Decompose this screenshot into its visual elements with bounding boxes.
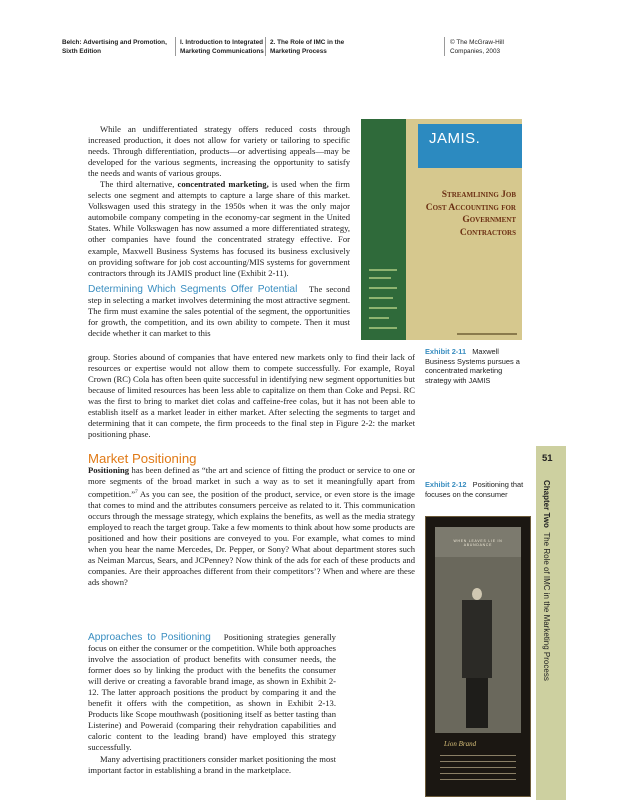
- paragraph-undifferentiated: While an undifferentiated strategy offers reduced costs through increased production, it does not allow for variety or tailoring to specific needs. Through differentiation, products—or advertising appeals—may be developed for the various segments, increasing the opportunity to satisfy the needs and wants of various groups.: [88, 124, 350, 179]
- header-divider: [444, 37, 445, 56]
- exhibit-jamis-ad: [361, 119, 522, 340]
- header-divider: [175, 37, 176, 56]
- body-positioning-top: [88, 465, 415, 588]
- header-chapter: 2. The Role of IMC in the Marketing Process: [270, 39, 345, 56]
- chapter-label: Chapter Two: [542, 480, 551, 528]
- header-part: I. Introduction to Integrated Marketing Communications: [180, 39, 264, 56]
- chapter-running-title: [542, 480, 551, 681]
- paragraph-positioning: Positioning has been defined as “the art and science of fitting the product or service to one or more segments of the broad market in such a way as to set it meaningfully apart from competition.”$^7$ As you can see, the position of the product, service, or even store is the image that comes to mind and the attributes consumers perceive as related to it. This communication occurs through the message strategy, which explains the benefits, as well as the media strategy employed to reach the target group. Take a few moments to think about how some products are positioned and how their positions are conveyed to you. For example, what comes to mind when you hear the name Mercedes, Dr. Pepper, or Sony? What about department stores such as Neiman Marcus, Sears, and JCPenney? Now think of the ads for each of these products and companies. Are their approaches different from their competitors’? When and where are these ads shown?: [88, 465, 415, 588]
- man-figure: [472, 588, 482, 600]
- exhibit-lion-ad: [425, 516, 531, 797]
- jamis-logo: JAMIS.: [429, 130, 481, 147]
- paragraph-practitioners: Many advertising practitioners consider market positioning the most important factor in establishing a brand in the marketplace.: [88, 753, 336, 775]
- footnote-ref[interactable]: 7: [135, 489, 138, 496]
- body-approaches: [88, 632, 336, 776]
- header-book: Belch: Advertising and Promotion, Sixth Edition: [62, 39, 167, 56]
- caption-exhibit-2-11: Exhibit 2-11 Maxwell Business Systems pursues a concentrated marketing strategy with JAMIS: [425, 347, 520, 385]
- paragraph-concentrated: The third alternative, concentrated marketing, is used when the firm selects one segment and attempts to capture a large share of this market. Volkswagen used this strategy in the 1950s when it was the only major automobile company competing in the economy-car segment in the United States. While Volkswagen has now assumed a more differentiated strategy, other companies have found the concentrated strategy effective. For example, Maxwell Business Systems has focused its business exclusively on providing software for job cost accounting/MIS systems for government contractors through its JAMIS product line (Exhibit 2-11).: [88, 179, 350, 278]
- term-positioning: Positioning: [88, 465, 130, 475]
- header-copyright: © The McGraw-Hill Companies, 2003: [450, 39, 504, 56]
- heading-segment-potential: Determining Which Segments Offer Potential: [88, 283, 298, 295]
- caption-label: Exhibit 2-12: [425, 480, 467, 489]
- body-column-wide: [88, 352, 415, 440]
- ad-photo: [435, 527, 521, 733]
- lion-tagline: WHEN LEAVES LIE IN ABUNDANCE: [453, 539, 503, 547]
- caption-label: Exhibit 2-11: [425, 347, 467, 356]
- body-column-upper: [88, 124, 350, 339]
- chapter-title: The Role of IMC in the Marketing Process: [542, 532, 551, 681]
- chapter-tab: [536, 446, 566, 800]
- heading-approaches: Approaches to Positioning: [88, 632, 211, 643]
- term-concentrated-marketing: concentrated marketing,: [177, 179, 269, 190]
- paragraph-approaches: Approaches to Positioning Positioning strategies generally focus on either the consumer or the competition. While both approaches involve the association of product benefits with consumer needs, the former does so by linking the product with the benefits the consumer will derive or creating a favorable brand image, as shown in Exhibit 2-12. The latter approach positions the product by comparing it and the benefit it offers with the competition, as shown in Exhibit 2-13. Products like Scope mouthwash (positioning itself as better tasting than Listerine) and Poweraid (comparing their rehydration capabilities and caloric content to the leading brand) have employed this strategy successfully.: [88, 632, 336, 753]
- caption-exhibit-2-12: Exhibit 2-12 Positioning that focuses on the consumer: [425, 480, 524, 499]
- paragraph-segments-cont: group. Stories abound of companies that have entered new markets only to find their lack of resources or expertise would not allow them to compete successfully. For example, Royal Crown (RC) Cola has often been quite successful in identifying new segment opportunities but because of limited resources has been less able to capitalize on them than Coke and Pepsi. RC was the first to bring to market diet colas and caffeine-free colas, but it has not been able to establish itself as a market leader in either market. After selecting the segments to target and determining that it can compete, the firm proceeds to the final step in Figure 2-2: the market positioning phase.: [88, 352, 415, 440]
- jamis-headline: Streamlining Job Cost Accounting for Government Contractors: [425, 190, 516, 238]
- lion-logo: Lion Brand: [444, 740, 477, 748]
- paragraph-segments: Determining Which Segments Offer Potential The second step in selecting a market involves determining the most attractive segment. The firm must examine the sales potential of the segment, the opportunities for growth, the competition, and its own ability to compete. Then it must decide whether it can market to this: [88, 283, 350, 338]
- header-divider: [265, 37, 266, 56]
- heading-market-positioning: Market Positioning: [88, 451, 197, 466]
- page-number: 51: [542, 453, 553, 464]
